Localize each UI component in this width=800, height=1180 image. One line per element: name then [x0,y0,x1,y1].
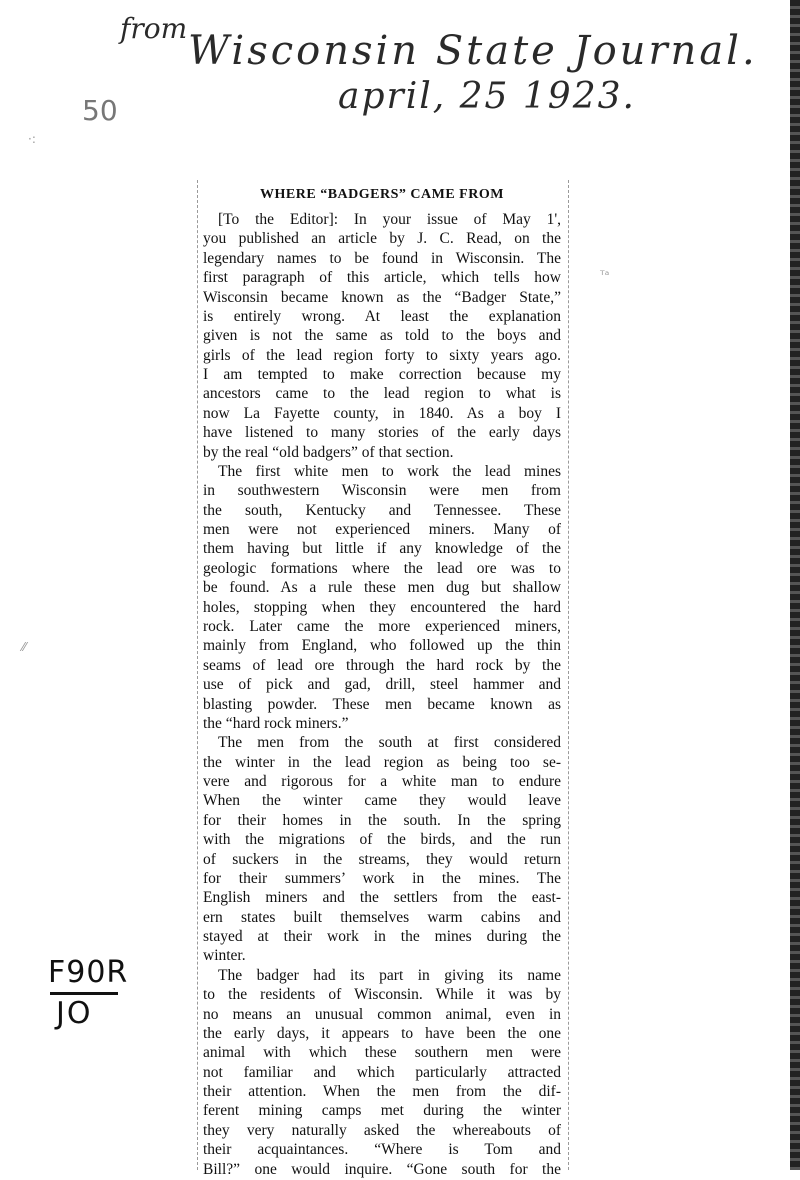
article-line: mainly from England, who followed up the thin [203,637,561,654]
article-line: ferent mining camps met during the winter [203,1102,561,1119]
article-line: [To the Editor]: In your issue of May 1', [218,211,561,228]
article-line: you published an article by J. C. Read, on the [203,230,561,247]
article-line: animal with which these southern men were [203,1044,561,1061]
article-line: now La Fayette county, in 1840. As a boy I [203,405,561,422]
article-line: The first white men to work the lead mines [218,463,561,480]
code-divider-line [50,992,118,995]
article-line: for their homes in the south. In the spring [203,812,561,829]
article-line: men were not experienced miners. Many of [203,521,561,538]
article-line: be found. As a rule these men dug but shallow [203,579,561,596]
handwritten-source: Wisconsin State Journal. [188,28,758,74]
article-line: first paragraph of this article, which tells how [203,269,561,286]
article-line: ern states built themselves warm cabins and [203,909,561,926]
article-line: them having but little if any knowledge of the [203,540,561,557]
article-line: not familiar and which particularly attracted [203,1064,561,1081]
article-line: their acquaintances. “Where is Tom and [203,1141,561,1158]
article-line: have listened to many stories of the early days [203,424,561,441]
article-line: they very naturally asked the whereabouts of [203,1122,561,1139]
scan-mark: ᵀᵃ [600,268,610,282]
article-line: rock. Later came the more experienced miners, [203,618,561,635]
handwritten-code-top: F90R [48,955,129,990]
article-line: the south, Kentucky and Tennessee. These [203,502,561,519]
article-line: Wisconsin became known as the “Badger State,” [203,289,561,306]
article-line: no means an unusual common animal, even in [203,1006,561,1023]
article-headline: WHERE “BADGERS” CAME FROM [260,187,504,202]
article-line: the “hard rock miners.” [203,715,349,732]
article-line: for their summers’ work in the mines. The [203,870,561,887]
article-line: stayed at their work in the mines during the [203,928,561,945]
article-line: the early days, it appears to have been the one [203,1025,561,1042]
article-line: Bill?” one would inquire. “Gone south for the [203,1161,561,1178]
article-line: blasting powder. These men became known as [203,696,561,713]
article-line: is entirely wrong. At least the explanation [203,308,561,325]
article-line: English miners and the settlers from the east- [203,889,561,906]
article-line: use of pick and gad, drill, steel hammer and [203,676,561,693]
article-line: I am tempted to make correction because my [203,366,561,383]
article-line: the winter in the lead region as being too se- [203,754,561,771]
scan-mark: ·: [28,132,36,146]
article-line: vere and rigorous for a white man to endure [203,773,561,790]
article-line: with the migrations of the birds, and the run [203,831,561,848]
article-line: When the winter came they would leave [203,792,561,809]
handwritten-date: april, 25 1923. [338,76,636,117]
article-line: ancestors came to the lead region to what is [203,385,561,402]
article-line: geologic formations where the lead ore was to [203,560,561,577]
article-line: to the residents of Wisconsin. While it was by [203,986,561,1003]
article-line: in southwestern Wisconsin were men from [203,482,561,499]
scan-edge-strip [790,0,800,1170]
handwritten-code-bottom: JO [56,996,93,1031]
handwritten-number: 50 [82,94,118,127]
article-line: by the real “old badgers” of that section. [203,444,454,461]
article-line: winter. [203,947,246,964]
article-line: of suckers in the streams, they would return [203,851,561,868]
article-line: The men from the south at first considered [218,734,561,751]
handwritten-from: from [120,12,188,45]
article-line: holes, stopping when they encountered the hard [203,599,561,616]
article-line: legendary names to be found in Wisconsin. The [203,250,561,267]
article-line: girls of the lead region forty to sixty years ago. [203,347,561,364]
article-line: their attention. When the men from the dif- [203,1083,561,1100]
article-line: The badger had its part in giving its name [218,967,561,984]
scan-mark: ⁄⁄ [22,640,27,654]
article-line: seams of lead ore through the hard rock by the [203,657,561,674]
article-line: given is not the same as told to the boys and [203,327,561,344]
